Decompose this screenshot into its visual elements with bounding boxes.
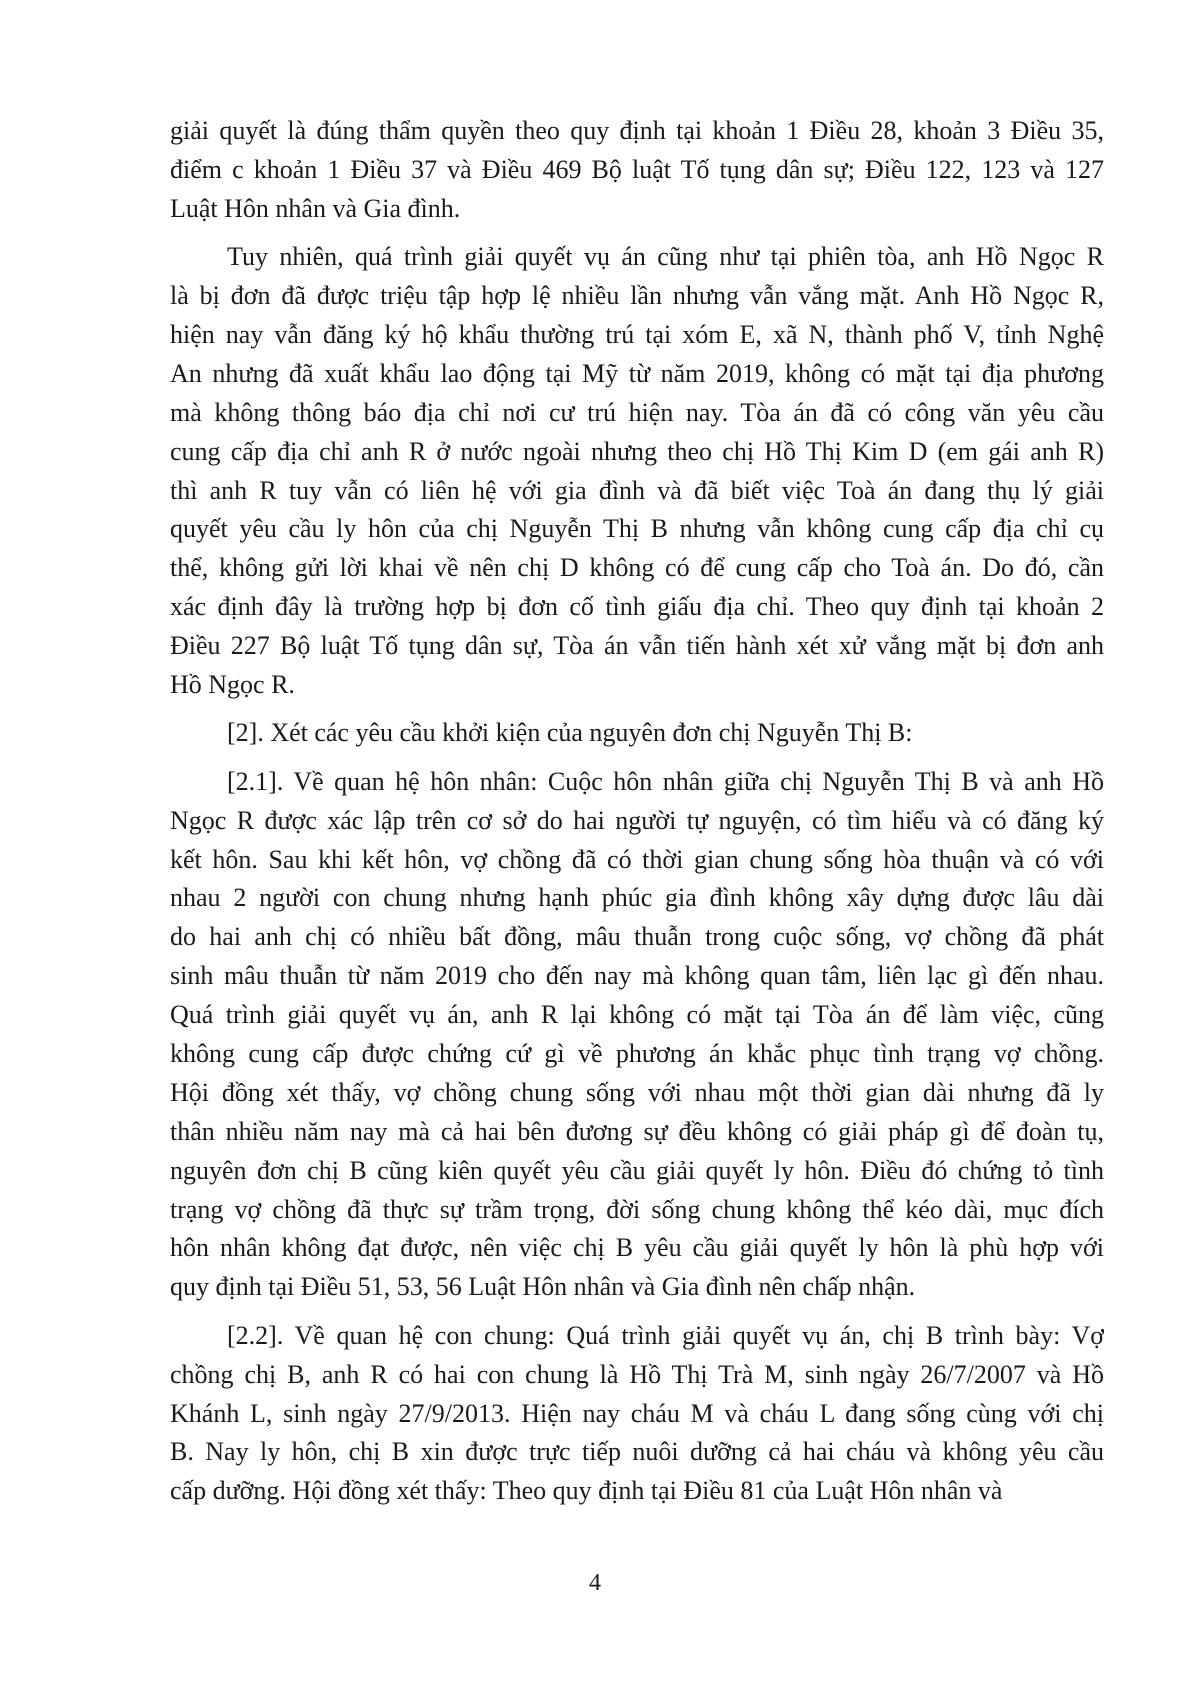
paragraph: [170, 763, 1104, 1307]
text-line: cấp dưỡng. Hội đồng xét thấy: Theo quy định tại Điều 81 của Luật Hôn nhân và: [170, 1476, 1003, 1506]
text-line: quy định tại Điều 51, 53, 56 Luật Hôn nhân và Gia đình nên chấp nhận.: [170, 1272, 916, 1302]
text-line: Ngọc R được xác lập trên cơ sở do hai người tự nguyện, có tìm hiểu và có đăng ký: [170, 805, 1104, 835]
text-line: quyết yêu cầu ly hôn của chị Nguyễn Thị B nhưng vẫn không cung cấp địa chỉ cụ: [170, 514, 1104, 544]
text-line: Hồ Ngọc R.: [170, 669, 295, 699]
text-line: [2.1]. Về quan hệ hôn nhân: Cuộc hôn nhân giữa chị Nguyễn Thị B và anh Hồ: [227, 766, 1104, 796]
paragraph-gap: [170, 705, 1104, 715]
text-line: xác định đây là trường hợp bị đơn cố tình giấu địa chỉ. Theo quy định tại khoản 2: [170, 592, 1104, 622]
text-line: Điều 227 Bộ luật Tố tụng dân sự, Tòa án vẫn tiến hành xét xử vắng mặt bị đơn anh: [170, 631, 1104, 661]
text-line: Luật Hôn nhân và Gia đình.: [170, 193, 461, 223]
paragraph: [170, 238, 1104, 705]
text-line: [2]. Xét các yêu cầu khởi kiện của nguyên đơn chị Nguyễn Thị B:: [227, 718, 913, 748]
text-line: Khánh L, sinh ngày 27/9/2013. Hiện nay cháu M và cháu L đang sống cùng với chị: [170, 1398, 1104, 1428]
document-body: [170, 112, 1104, 1511]
paragraph-gap: [170, 229, 1104, 239]
text-line: điểm c khoản 1 Điều 37 và Điều 469 Bộ luật Tố tụng dân sự; Điều 122, 123 và 127: [170, 154, 1104, 184]
text-line: sinh mâu thuẫn từ năm 2019 cho đến nay mà không quan tâm, liên lạc gì đến nhau.: [170, 961, 1104, 991]
text-line: B. Nay ly hôn, chị B xin được trực tiếp nuôi dưỡng cả hai cháu và không yêu cầu: [170, 1437, 1104, 1467]
paragraph: [170, 1317, 1104, 1511]
paragraph-gap: [170, 753, 1104, 763]
text-line: hiện nay vẫn đăng ký hộ khẩu thường trú tại xóm E, xã N, thành phố V, tỉnh Nghệ: [170, 319, 1104, 349]
text-line: chồng chị B, anh R có hai con chung là Hồ Thị Trà M, sinh ngày 26/7/2007 và Hồ: [170, 1359, 1104, 1389]
text-line: mà không thông báo địa chỉ nơi cư trú hiện nay. Tòa án đã có công văn yêu cầu: [170, 397, 1104, 427]
text-line: hôn nhân không đạt được, nên việc chị B yêu cầu giải quyết ly hôn là phù hợp với: [170, 1233, 1104, 1263]
text-line: là bị đơn đã được triệu tập hợp lệ nhiều lần nhưng vẫn vắng mặt. Anh Hồ Ngọc R,: [170, 281, 1104, 311]
paragraph: [170, 112, 1104, 229]
text-line: thân nhiều năm nay mà cả hai bên đương sự đều không có giải pháp gì để đoàn tụ,: [170, 1116, 1104, 1146]
text-line: thể, không gửi lời khai về nên chị D không có để cung cấp cho Toà án. Do đó, cần: [170, 553, 1104, 583]
text-line: Quá trình giải quyết vụ án, anh R lại không có mặt tại Tòa án để làm việc, cũng: [170, 1000, 1104, 1030]
page-number: 4: [589, 1570, 601, 1596]
text-line: giải quyết là đúng thẩm quyền theo quy định tại khoản 1 Điều 28, khoản 3 Điều 35,: [170, 116, 1104, 145]
text-line: [2.2]. Về quan hệ con chung: Quá trình giải quyết vụ án, chị B trình bày: Vợ: [227, 1320, 1104, 1350]
text-line: trạng vợ chồng đã thực sự trầm trọng, đời sống chung không thể kéo dài, mục đích: [170, 1194, 1104, 1224]
text-line: do hai anh chị có nhiều bất đồng, mâu thuẫn trong cuộc sống, vợ chồng đã phát: [170, 922, 1104, 952]
text-line: kết hôn. Sau khi kết hôn, vợ chồng đã có thời gian chung sống hòa thuận và có với: [170, 844, 1104, 874]
text-line: Hội đồng xét thấy, vợ chồng chung sống với nhau một thời gian dài nhưng đã ly: [170, 1077, 1104, 1107]
text-line: cung cấp địa chỉ anh R ở nước ngoài nhưng theo chị Hồ Thị Kim D (em gái anh R): [170, 436, 1104, 466]
text-line: nhau 2 người con chung nhưng hạnh phúc gia đình không xây dựng được lâu dài: [170, 883, 1104, 913]
paragraph-gap: [170, 1307, 1104, 1317]
text-line: An nhưng đã xuất khẩu lao động tại Mỹ từ năm 2019, không có mặt tại địa phương: [170, 358, 1104, 388]
text-line: không cung cấp được chứng cứ gì về phương án khắc phục tình trạng vợ chồng.: [170, 1038, 1104, 1068]
paragraph: [170, 714, 1104, 753]
text-line: thì anh R tuy vẫn có liên hệ với gia đình và đã biết việc Toà án đang thụ lý giải: [170, 475, 1104, 505]
text-line: Tuy nhiên, quá trình giải quyết vụ án cũng như tại phiên tòa, anh Hồ Ngọc R: [227, 242, 1104, 272]
text-line: nguyên đơn chị B cũng kiên quyết yêu cầu giải quyết ly hôn. Điều đó chứng tỏ tình: [170, 1155, 1104, 1185]
